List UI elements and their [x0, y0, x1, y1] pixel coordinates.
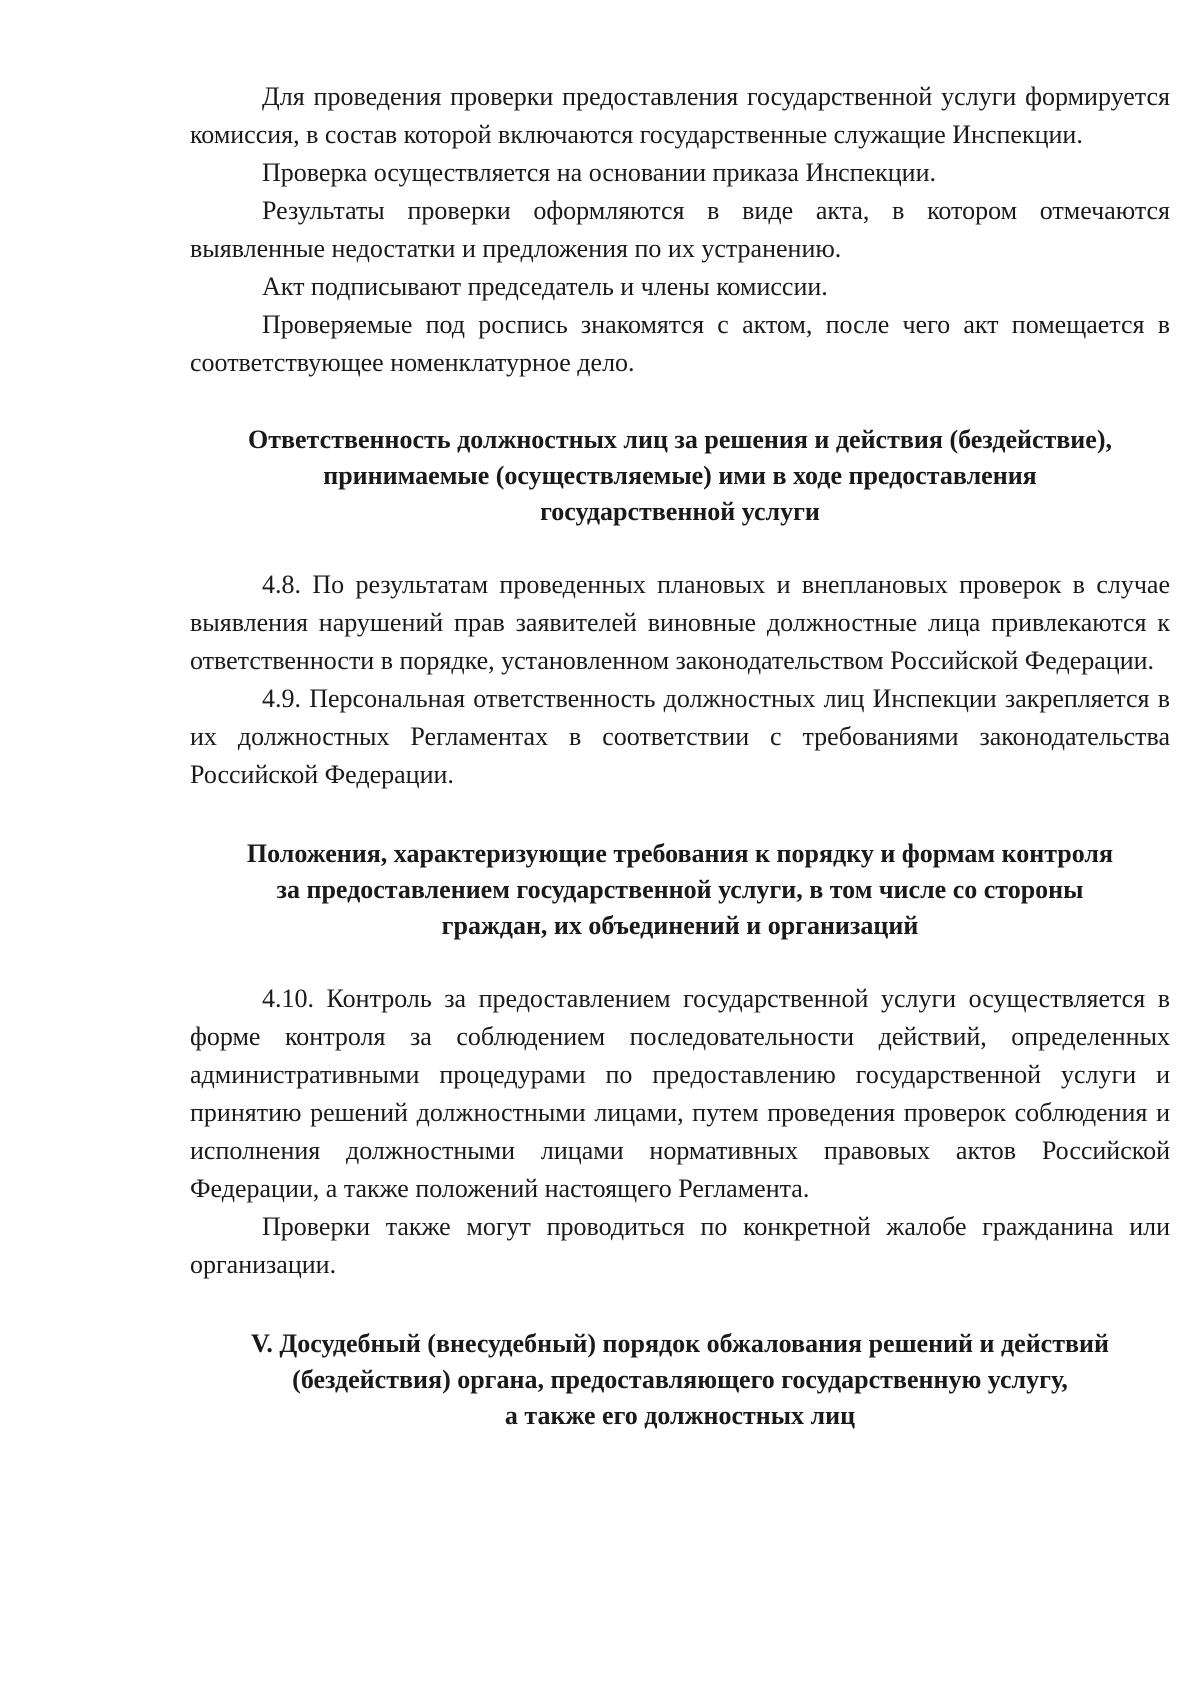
section-commission [190, 78, 1170, 382]
heading-line: граждан, их объединений и организаций [441, 911, 919, 940]
section-heading-responsibility [190, 422, 1170, 530]
paragraph: Проверяемые под роспись знакомятся с актом, после чего акт помещается в соответствующее номенклатурное дело. [190, 310, 1170, 377]
heading-line: принимаемые (осуществляемые) ими в ходе предоставления [323, 461, 1037, 490]
paragraph: Акт подписывают председатель и члены комиссии. [262, 272, 828, 301]
heading-line: государственной услуги [540, 497, 820, 526]
heading-line: Положения, характеризующие требования к порядку и формам контроля [246, 839, 1114, 868]
heading-line: Ответственность должностных лиц за решения и действия (бездействие), [247, 425, 1112, 454]
paragraph: Проверки также могут проводиться по конкретной жалобе гражданина или организации. [190, 1212, 1170, 1279]
section-responsibility [190, 566, 1170, 794]
section-heading-control-requirements [190, 836, 1170, 944]
heading-line: а также его должностных лиц [504, 1401, 856, 1430]
chapter-heading-pretrial-appeal [190, 1326, 1170, 1434]
paragraph-4-9: 4.9. Персональная ответственность должностных лиц Инспекции закрепляется в их должностных Регламентах в соответствии с требованиями законодательства Российской Федерации. [190, 684, 1170, 789]
heading-line: (бездействия) органа, предоставляющего государственную услугу, [292, 1365, 1068, 1394]
paragraph-4-8: 4.8. По результатам проведенных плановых и внеплановых проверок в случае выявления нарушений прав заявителей виновные должностные лица привлекаются к ответственности в порядке, установленном законодательством Российской Федерации. [190, 570, 1170, 675]
heading-line: за предоставлением государственной услуги, в том числе со стороны [276, 875, 1084, 904]
paragraph: Проверка осуществляется на основании приказа Инспекции. [262, 158, 937, 187]
heading-line: V. Досудебный (внесудебный) порядок обжалования решений и действий [250, 1329, 1109, 1358]
document-body [190, 78, 1170, 1434]
paragraph-4-10: 4.10. Контроль за предоставлением государственной услуги осуществляется в форме контроля за соблюдением последовательности действий, определенных административными процедурами по предоставлению государственной услуги и принятию решений должностными лицами, путем проведения проверок соблюдения и исполнения должностными лицами нормативных правовых актов Российской Федерации, а также положений настоящего Регламента. [190, 984, 1170, 1203]
section-control [190, 980, 1170, 1284]
paragraph: Результаты проверки оформляются в виде акта, в котором отмечаются выявленные недостатки и предложения по их устранению. [190, 196, 1170, 263]
paragraph: Для проведения проверки предоставления государственной услуги формируется комиссия, в состав которой включаются государственные служащие Инспекции. [190, 82, 1170, 149]
